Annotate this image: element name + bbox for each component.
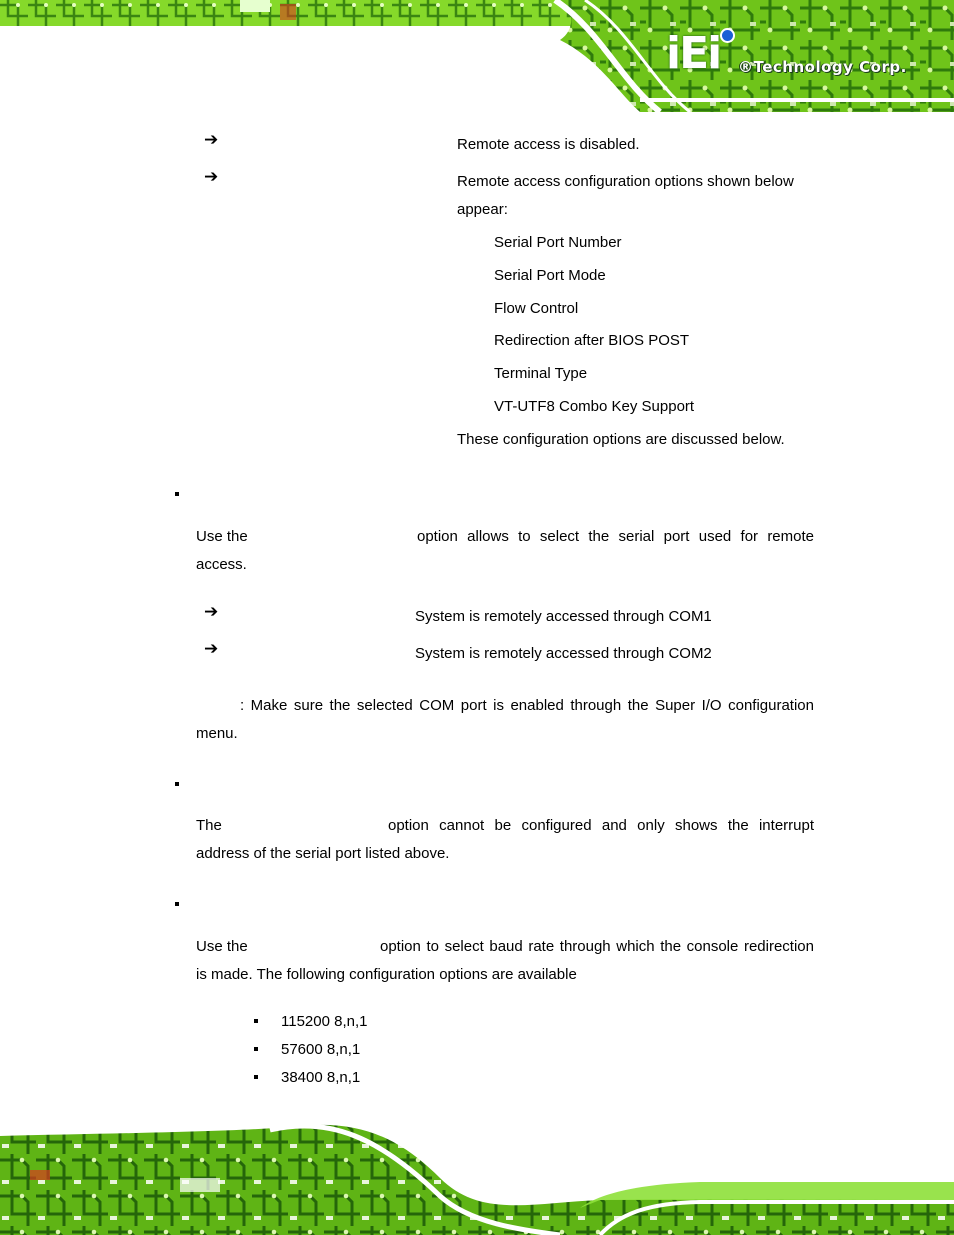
config-option-item: Serial Port Number — [494, 234, 622, 251]
baud-option-item: 38400 8,n,1 — [281, 1069, 361, 1086]
para-line-2: access. — [196, 556, 247, 573]
serial-port-number-paragraph — [196, 523, 814, 579]
arrow-right-icon: ➔ — [204, 602, 219, 622]
serial-port-mode-paragraph — [196, 933, 814, 989]
section-bullet-icon — [175, 492, 179, 496]
note-line-2: menu. — [196, 725, 238, 742]
config-option-item: VT-UTF8 Combo Key Support — [494, 398, 695, 415]
logo-dot-icon — [720, 28, 735, 43]
base-address-paragraph — [196, 812, 814, 868]
page-footer — [0, 1118, 954, 1235]
para-rest: option to select baud rate through which the console redirection — [380, 938, 814, 955]
config-option-item: Flow Control — [494, 300, 579, 317]
para-rest: option cannot be configured and only shows the interrupt — [388, 817, 814, 834]
para-line-2: is made. The following configuration options are available — [196, 966, 577, 983]
list-bullet-icon — [254, 1019, 258, 1023]
com2-description: System is remotely accessed through COM2 — [415, 645, 712, 662]
para-rest: option allows to select the serial port used for remote — [417, 528, 814, 545]
option-disabled-description: Remote access is disabled. — [457, 136, 640, 153]
company-logo — [666, 28, 926, 88]
circuit-board-footer — [0, 1118, 954, 1235]
option-enabled-description: Remote access configuration options shown below — [457, 173, 794, 190]
para-start: Use the — [196, 938, 248, 955]
option-enabled-description-cont: appear: — [457, 201, 508, 218]
config-option-item: Redirection after BIOS POST — [494, 332, 690, 349]
baud-option-item: 115200 8,n,1 — [281, 1013, 368, 1030]
arrow-right-icon: ➔ — [204, 639, 219, 659]
baud-option-item: 57600 8,n,1 — [281, 1041, 361, 1058]
arrow-right-icon: ➔ — [204, 130, 219, 150]
section-bullet-icon — [175, 902, 179, 906]
page-header — [0, 0, 954, 112]
config-option-item: Terminal Type — [494, 365, 588, 382]
com1-description: System is remotely accessed through COM1 — [415, 608, 712, 625]
arrow-right-icon: ➔ — [204, 167, 219, 187]
config-option-item: Serial Port Mode — [494, 267, 606, 284]
section-bullet-icon — [175, 782, 179, 786]
para-start: Use the — [196, 528, 248, 545]
options-note: These configuration options are discussed below. — [457, 431, 785, 448]
com-port-note — [196, 692, 814, 748]
para-start: The — [196, 817, 222, 834]
list-bullet-icon — [254, 1075, 258, 1079]
note-line-1: : Make sure the selected COM port is enabled through the Super I/O configuration — [240, 697, 814, 714]
para-line-2: address of the serial port listed above. — [196, 845, 450, 862]
list-bullet-icon — [254, 1047, 258, 1051]
logo-mark: iEi — [666, 28, 721, 79]
logo-tagline: ®Technology Corp. — [738, 58, 907, 76]
